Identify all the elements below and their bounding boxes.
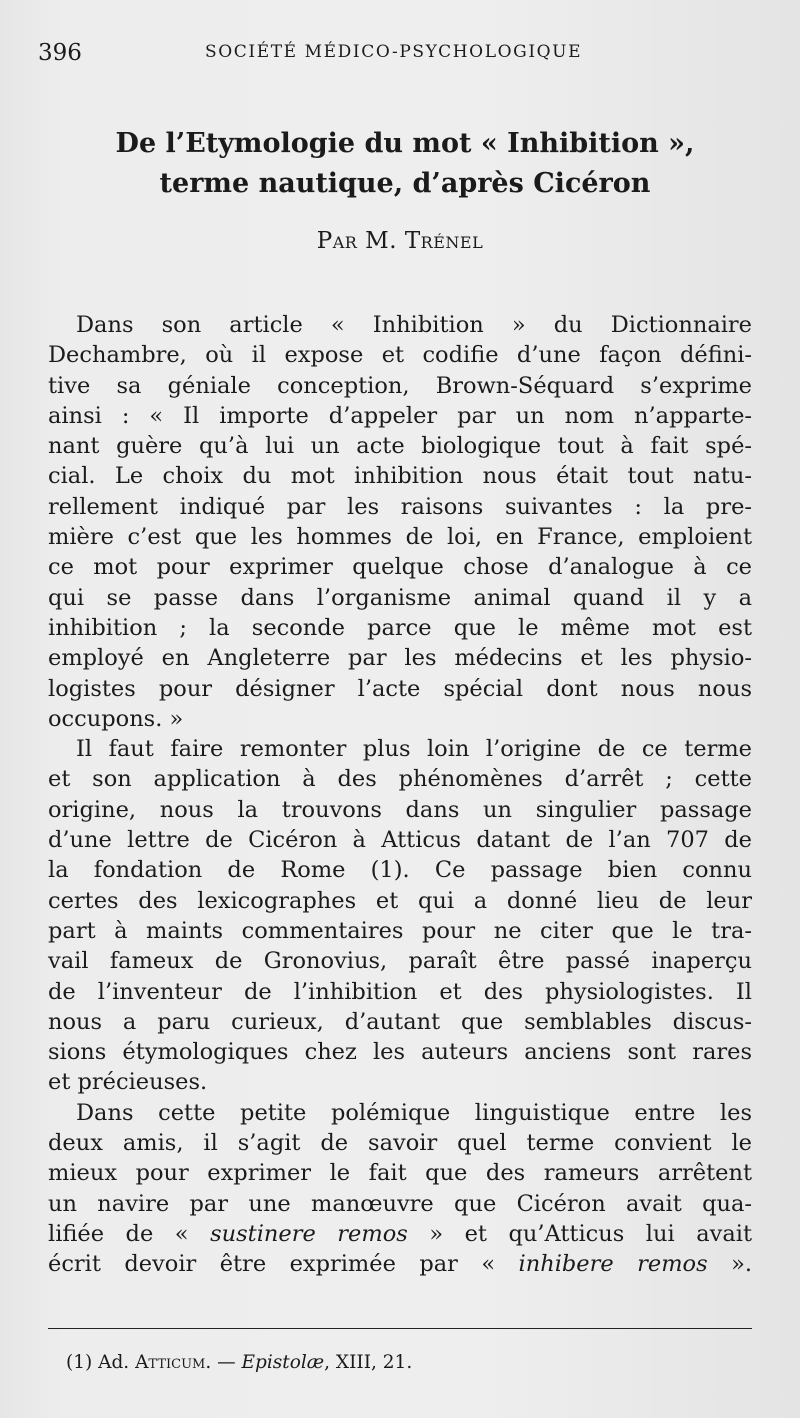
body-line: Dechambre, où il expose et codifie d’une façon défini-: [48, 342, 752, 369]
body-line: vail fameux de Gronovius, paraît être passé inaperçu: [48, 948, 752, 975]
body-line: nous a paru curieux, d’autant que semblables discus-: [48, 1008, 752, 1035]
footnote-separator: [48, 1328, 752, 1329]
body-line: ainsi : « Il importe d’appeler par un nom n’apparte-: [48, 402, 752, 429]
footnote-marker: (1) Ad.: [66, 1352, 136, 1373]
body-line: part à maints commentaires pour ne citer que le tra-: [48, 917, 752, 944]
body-line: [48, 1219, 752, 1249]
body-line: logistes pour désigner l’acte spécial dont nous nous: [48, 675, 752, 702]
body-line-text: ».: [707, 1251, 752, 1278]
body-line: sions étymologiques chez les auteurs anciens sont rares: [48, 1039, 752, 1066]
body-line: qui se passe dans l’organisme animal quand il y a: [48, 584, 752, 611]
body-line: mieux pour exprimer le fait que des rameurs arrêtent: [48, 1160, 752, 1187]
body-line: et son application à des phénomènes d’arrêt ; cette: [48, 766, 752, 793]
running-head: SOCIÉTÉ MÉDICO-PSYCHOLOGIQUE: [205, 42, 583, 62]
body-line: certes des lexicographes et qui a donné lieu de leur: [48, 887, 752, 914]
article-body: [48, 310, 752, 1280]
body-line: cial. Le choix du mot inhibition nous était tout natu-: [48, 463, 752, 490]
title-line-1: De l’Etymologie du mot « Inhibition »,: [115, 128, 695, 159]
body-line: inhibition ; la seconde parce que le même mot est: [48, 614, 752, 641]
title-line-2: terme nautique, d’après Cicéron: [159, 168, 651, 199]
article-title: [60, 124, 750, 204]
body-line-text: lifiée de «: [48, 1220, 211, 1247]
body-line: Dans cette petite polémique linguistique entre les: [76, 1099, 752, 1126]
body-line: nant guère qu’à lui un acte biologique tout à fait spé-: [48, 433, 752, 460]
body-line: mière c’est que les hommes de loi, en France, emploient: [48, 524, 752, 551]
footnote-source: Atticum: [135, 1352, 206, 1373]
body-line-text: écrit devoir être exprimée par «: [48, 1251, 519, 1278]
page-number: 396: [38, 40, 82, 66]
body-line: Il faut faire remonter plus loin l’origine de ce terme: [76, 736, 752, 763]
body-line: de l’inventeur de l’inhibition et des physiologistes. Il: [48, 978, 752, 1005]
body-line: la fondation de Rome (1). Ce passage bien connu: [48, 857, 752, 884]
body-line: un navire par une manœuvre que Cicéron avait qua-: [48, 1190, 752, 1217]
body-line: deux amis, il s’agit de savoir quel terme convient le: [48, 1130, 752, 1157]
body-line: origine, nous la trouvons dans un singulier passage: [48, 796, 752, 823]
article-author: [0, 228, 800, 254]
body-line: rellement indiqué par les raisons suivantes : la pre-: [48, 493, 752, 520]
body-line: Dans son article « Inhibition » du Dictionnaire: [76, 312, 752, 338]
body-line-text: » et qu’Atticus lui avait: [407, 1220, 752, 1247]
body-line: tive sa géniale conception, Brown-Séquard s’exprime: [48, 372, 752, 399]
latin-phrase-sustinere: sustinere remos: [210, 1220, 408, 1247]
body-line: d’une lettre de Cicéron à Atticus datant de l’an 707 de: [48, 827, 752, 854]
footnote-dash: . —: [205, 1352, 242, 1373]
footnote-reference: , XIII, 21.: [324, 1352, 413, 1373]
latin-phrase-inhibere: inhibere remos: [518, 1251, 708, 1278]
body-line: employé en Angleterre par les médecins et les physio-: [48, 645, 752, 672]
footnote-work: Epistolæ: [241, 1352, 325, 1373]
body-line: occupons. »: [48, 705, 184, 732]
body-line: et précieuses.: [48, 1069, 208, 1096]
footnote: [66, 1352, 412, 1373]
body-line: [48, 1249, 752, 1279]
author-byline: Par M. Trénel: [316, 228, 484, 254]
body-line: ce mot pour exprimer quelque chose d’analogue à ce: [48, 554, 752, 581]
